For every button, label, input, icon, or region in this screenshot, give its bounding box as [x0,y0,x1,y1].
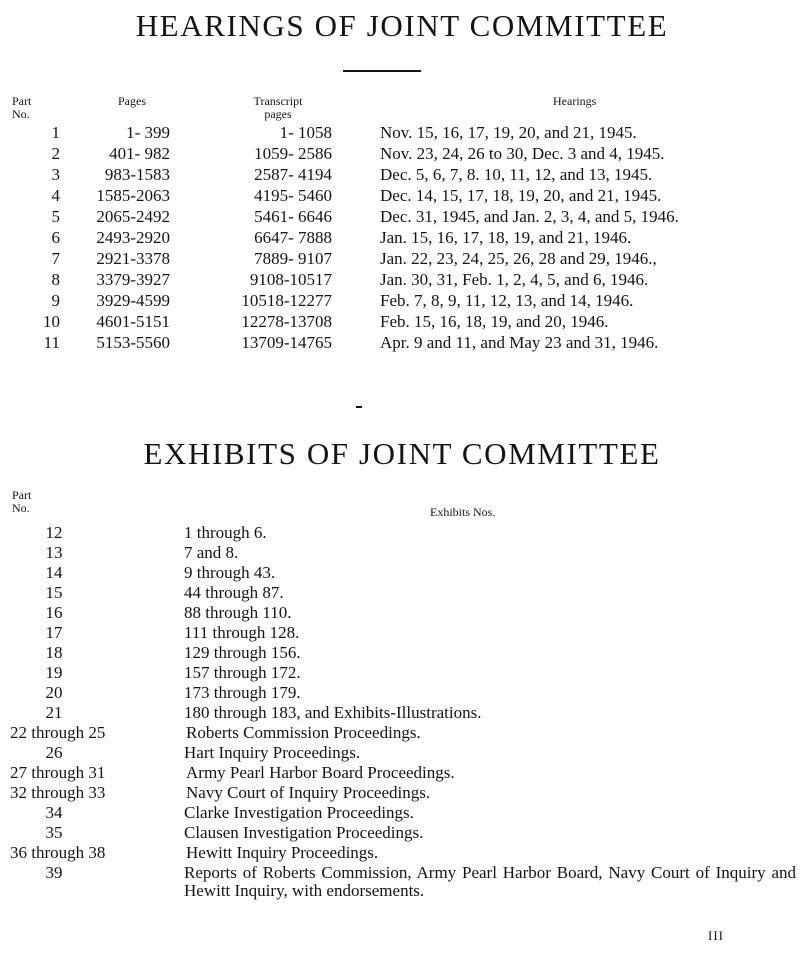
hearings-title: HEARINGS OF JOINT COMMITTEE [135,8,669,43]
hearing-pages: 2493-2920 [96,228,170,247]
hearing-transcript: 7889- 9107 [254,249,332,268]
hearing-transcript: 5461- 6646 [254,207,332,226]
exhibit-part: 15 [45,583,63,602]
page-folio: III [708,928,724,943]
hearings-header-pages: Pages [118,94,146,108]
exhibit-part: 12 [45,523,63,542]
section-divider [356,406,362,408]
hearing-pages: 2065-2492 [96,207,170,226]
hearings-row [0,186,804,206]
hearings-header-transcript [220,95,336,121]
exhibit-part: 20 [45,683,63,702]
exhibit-range: 9 through 43. [184,563,276,582]
hearings-header-part-line1: Part [12,94,32,108]
title-rule [343,70,421,72]
exhibit-range: Hart Inquiry Proceedings. [184,743,361,762]
exhibit-part: 18 [45,643,63,662]
exhibit-range: 111 through 128. [184,623,300,642]
hearings-row [0,207,804,227]
hearings-row [0,144,804,164]
hearing-transcript: 13709-14765 [241,333,332,352]
exhibit-part: 26 [45,743,63,762]
exhibit-part: 35 [45,823,63,842]
hearing-transcript: 9108-10517 [249,270,332,289]
hearing-part: 1 [51,123,60,142]
hearing-transcript: 2587- 4194 [254,165,332,184]
hearing-dates: Feb. 7, 8, 9, 11, 12, 13, and 14, 1946. [380,291,634,310]
hearings-row [0,249,804,269]
hearings-row [0,270,804,290]
exhibit-range: 180 through 183, and Exhibits-Illustrations. [184,703,482,722]
hearing-part: 11 [43,333,60,352]
hearing-transcript: 12278-13708 [241,312,332,331]
hearing-pages: 3379-3927 [96,270,170,289]
hearings-header-transcript-line2: pages [264,107,292,121]
exhibits-header-exhibits: Exhibits Nos. [430,505,496,519]
hearing-part: 9 [51,291,60,310]
exhibit-range: 1 through 6. [184,523,267,542]
hearing-part: 3 [51,165,60,184]
hearing-transcript: 6647- 7888 [254,228,332,247]
hearing-part: 4 [51,186,60,205]
hearing-dates: Feb. 15, 16, 18, 19, and 20, 1946. [380,312,609,331]
exhibit-part: 39 [45,863,63,882]
hearing-pages: 983-1583 [104,165,170,184]
exhibits-header-part [12,489,31,515]
hearing-transcript: 4195- 5460 [254,186,332,205]
hearing-dates: Nov. 15, 16, 17, 19, 20, and 21, 1945. [380,123,637,142]
exhibit-part: 13 [45,543,63,562]
exhibit-range: Army Pearl Harbor Board Proceedings. [186,763,455,782]
hearings-row [0,228,804,248]
hearing-pages: 4601-5151 [96,312,170,331]
hearings-row [0,291,804,311]
exhibit-part: 36 through 38 [10,843,106,862]
exhibit-part: 17 [45,623,63,642]
exhibit-part: 16 [45,603,63,622]
hearing-dates: Apr. 9 and 11, and May 23 and 31, 1946. [380,333,659,352]
exhibit-range: Reports of Roberts Commission, Army Pearl Harbor Board, Navy Court of Inquiry and Hewitt Inquiry, with endorsements. [184,863,796,900]
hearing-dates: Jan. 30, 31, Feb. 1, 2, 4, 5, and 6, 1946. [380,270,649,289]
hearing-part: 6 [51,228,60,247]
exhibit-range: 129 through 156. [184,643,301,662]
hearings-row [0,333,804,353]
exhibit-range: Navy Court of Inquiry Proceedings. [186,783,431,802]
hearing-transcript: 10518-12277 [241,291,332,310]
exhibit-range: 173 through 179. [184,683,301,702]
exhibit-range: 157 through 172. [184,663,301,682]
exhibit-part: 22 through 25 [10,723,106,742]
hearing-dates: Jan. 15, 16, 17, 18, 19, and 21, 1946. [380,228,632,247]
exhibit-part: 32 through 33 [10,783,106,802]
hearing-part: 8 [51,270,60,289]
exhibit-range: Clausen Investigation Proceedings. [184,823,424,842]
hearings-row [0,312,804,332]
exhibit-range: Roberts Commission Proceedings. [186,723,421,742]
hearing-pages: 5153-5560 [96,333,170,352]
hearing-dates: Dec. 31, 1945, and Jan. 2, 3, 4, and 5, 1946. [380,207,679,226]
exhibit-part: 21 [45,703,63,722]
exhibit-part: 19 [45,663,63,682]
exhibits-header-part-line2: No. [12,501,30,515]
hearing-transcript: 1- 1058 [279,123,332,142]
exhibit-range: Clarke Investigation Proceedings. [184,803,414,822]
hearings-header-part-line2: No. [12,107,30,121]
hearing-pages: 1- 399 [126,123,170,142]
hearing-part: 2 [51,144,60,163]
exhibit-part: 14 [45,563,63,582]
hearing-pages: 1585-2063 [96,186,170,205]
hearing-part: 10 [43,312,60,331]
hearing-part: 7 [51,249,60,268]
hearing-dates: Dec. 14, 15, 17, 18, 19, 20, and 21, 1945. [380,186,662,205]
hearings-header-hearings: Hearings [553,94,597,108]
hearings-row [0,165,804,185]
hearing-pages: 3929-4599 [96,291,170,310]
hearing-transcript: 1059- 2586 [254,144,332,163]
hearing-dates: Jan. 22, 23, 24, 25, 26, 28 and 29, 1946., [380,249,657,268]
exhibits-header-part-line1: Part [12,488,32,502]
exhibit-part: 27 through 31 [10,763,106,782]
hearing-pages: 401- 982 [109,144,170,163]
exhibit-range: 44 through 87. [184,583,284,602]
hearing-part: 5 [51,207,60,226]
exhibit-range: 88 through 110. [184,603,292,622]
hearing-dates: Dec. 5, 6, 7, 8. 10, 11, 12, and 13, 1945. [380,165,653,184]
hearing-dates: Nov. 23, 24, 26 to 30, Dec. 3 and 4, 1945. [380,144,665,163]
exhibits-title: EXHIBITS OF JOINT COMMITTEE [143,436,661,471]
exhibit-range: 7 and 8. [184,543,239,562]
hearing-pages: 2921-3378 [96,249,170,268]
exhibit-part: 34 [45,803,63,822]
hearings-header-part [12,95,31,121]
hearings-row [0,123,804,143]
exhibit-range: Hewitt Inquiry Proceedings. [186,843,379,862]
hearings-header-transcript-line1: Transcript [253,94,303,108]
